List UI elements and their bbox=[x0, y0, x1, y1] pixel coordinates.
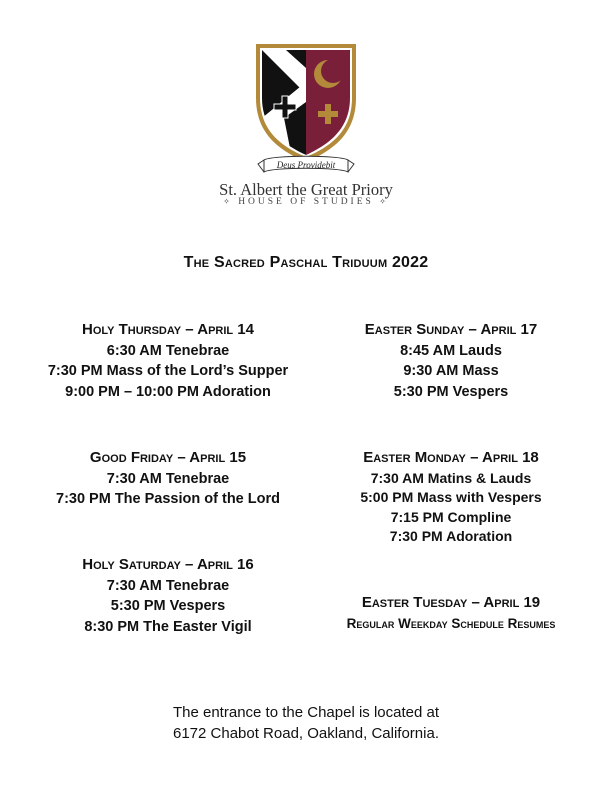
organization-subtitle: ✧ HOUSE OF STUDIES ✧ bbox=[223, 197, 389, 207]
holy-saturday-block bbox=[40, 555, 296, 637]
schedule-line: 8:45 AM Lauds bbox=[400, 342, 502, 359]
easter-sunday-heading: Easter Sunday – April 17 bbox=[364, 321, 538, 338]
schedule-line: 7:15 PM Compline bbox=[390, 508, 512, 525]
schedule-line: 7:30 PM Mass of the Lord’s Supper bbox=[47, 363, 289, 379]
schedule-line: 6:30 AM Tenebrae bbox=[106, 342, 230, 359]
crest-motto: Deus Providebit bbox=[276, 160, 336, 170]
footer-line: The entrance to the Chapel is located at bbox=[172, 704, 439, 721]
easter-tuesday-block bbox=[326, 593, 576, 634]
holy-thursday-block bbox=[40, 320, 296, 402]
holy-thursday-heading: Holy Thursday – April 14 bbox=[81, 321, 254, 338]
chapel-location-note bbox=[0, 702, 612, 744]
footer-line: 6172 Chabot Road, Oakland, California. bbox=[172, 725, 439, 742]
schedule-line: 5:30 PM Vespers bbox=[110, 598, 226, 614]
page-title: The Sacred Paschal Triduum 2022 bbox=[183, 254, 429, 271]
schedule-line: 7:30 AM Matins & Lauds bbox=[370, 469, 532, 486]
schedule-line: 5:00 PM Mass with Vespers bbox=[360, 489, 542, 505]
schedule-line: 9:00 PM – 10:00 PM Adoration bbox=[65, 383, 271, 400]
schedule-line: 7:30 PM Adoration bbox=[389, 528, 513, 544]
schedule-line: 8:30 PM The Easter Vigil bbox=[84, 618, 252, 635]
easter-monday-heading: Easter Monday – April 18 bbox=[363, 449, 539, 466]
organization-subtitle-text: HOUSE OF STUDIES bbox=[238, 197, 374, 207]
priory-crest-logo bbox=[246, 38, 366, 178]
easter-tuesday-heading: Easter Tuesday – April 19 bbox=[361, 594, 541, 611]
schedule-line: Regular Weekday Schedule Resumes bbox=[346, 615, 556, 631]
schedule-line: 7:30 PM The Passion of the Lord bbox=[56, 491, 280, 507]
schedule-line: 7:30 AM Tenebrae bbox=[106, 470, 230, 487]
holy-saturday-heading: Holy Saturday – April 16 bbox=[82, 556, 254, 573]
good-friday-block bbox=[40, 448, 296, 510]
schedule-line: 5:30 PM Vespers bbox=[393, 383, 509, 400]
good-friday-heading: Good Friday – April 15 bbox=[89, 449, 247, 466]
easter-monday-block bbox=[326, 448, 576, 547]
schedule-line: 9:30 AM Mass bbox=[403, 363, 499, 379]
schedule-line: 7:30 AM Tenebrae bbox=[106, 577, 230, 594]
easter-sunday-block bbox=[326, 320, 576, 402]
organization-name: St. Albert the Great Priory bbox=[219, 180, 393, 199]
